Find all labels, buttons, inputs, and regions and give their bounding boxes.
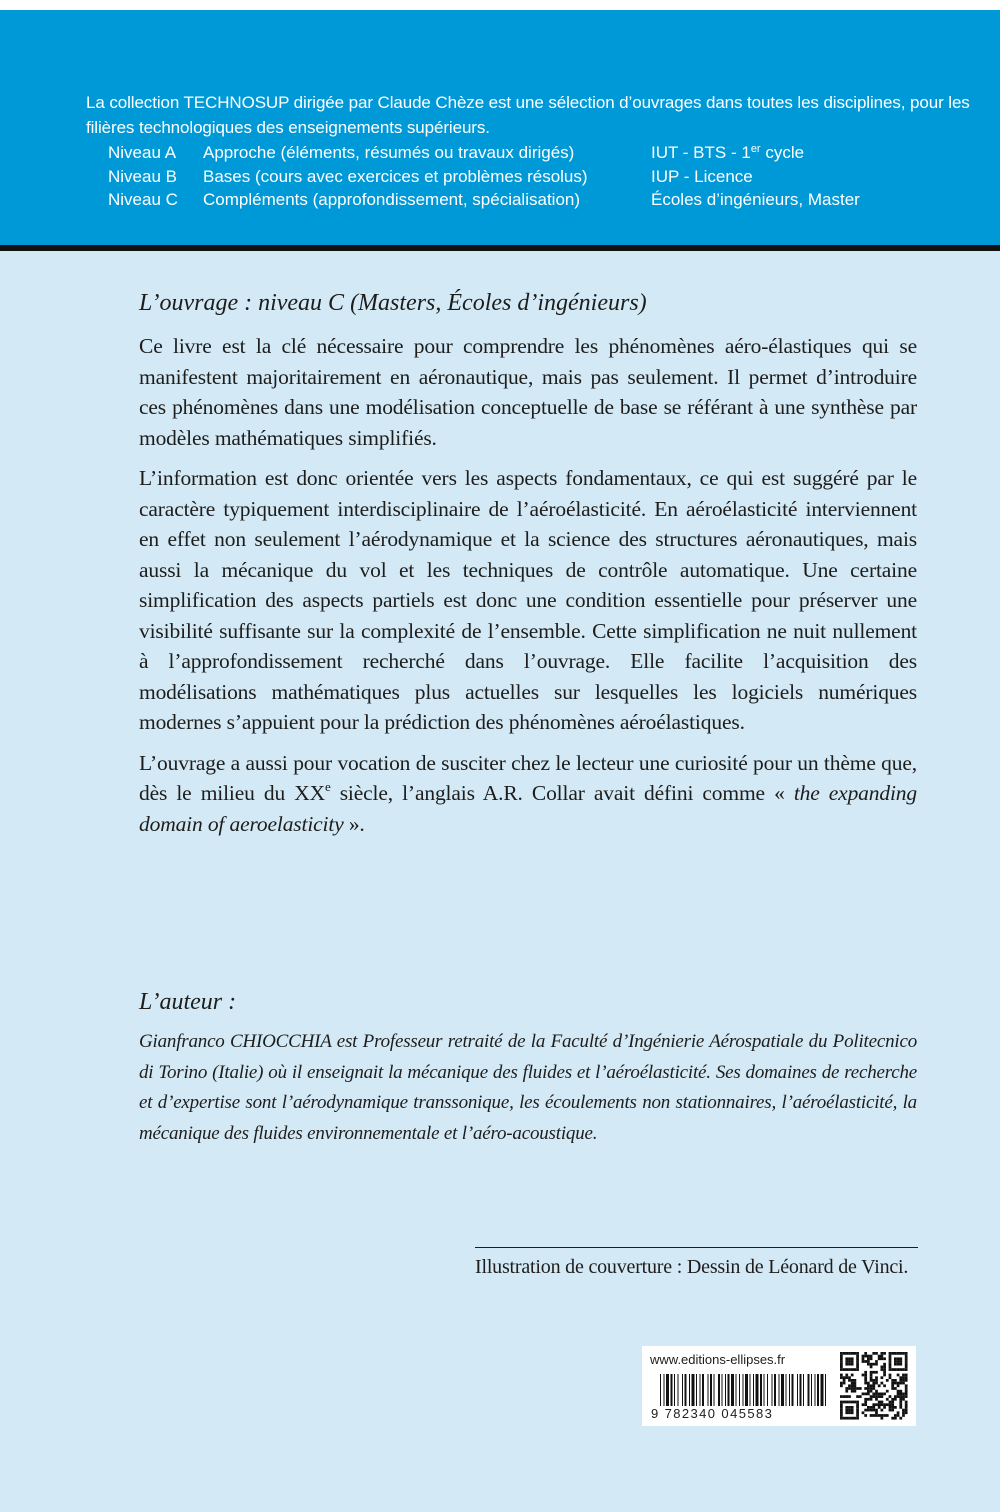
level-row-a — [108, 141, 968, 165]
level-description: Bases (cours avec exercices et problèmes résolus) — [203, 166, 588, 186]
level-target: Écoles d’ingénieurs, Master — [651, 190, 860, 209]
qr-code — [840, 1352, 910, 1420]
collar-quote: the expanding domain of aeroelasticity — [139, 781, 917, 836]
auteur-section — [139, 987, 917, 1149]
level-name: Niveau B — [108, 166, 177, 186]
level-target: IUP - Licence — [651, 166, 753, 186]
level-description: Approche (éléments, résumés ou travaux dirigés) — [203, 143, 575, 162]
ouvrage-heading: L’ouvrage : niveau C (Masters, Écoles d’ingénieurs) — [139, 290, 647, 316]
century-superscript: e — [324, 779, 331, 794]
ordinal-superscript: er — [750, 143, 761, 155]
top-margin — [0, 0, 1000, 10]
ouvrage-section — [139, 288, 917, 839]
ouvrage-paragraph-3: L’ouvrage a aussi pour vocation de susciter chez le lecteur une curiosité pour un thème que, dès le milieu du XXe siècle, l’anglais A.R. Collar avait défini comme « the expanding domain of aeroelasticity ». — [139, 750, 917, 836]
cover-credit: Illustration de couverture : Dessin de Léonard de Vinci. — [475, 1256, 909, 1278]
ouvrage-paragraph-1: Ce livre est la clé nécessaire pour comprendre les phénomènes aéro-élastiques qui se manifestent majoritairement en aéronautique, mais pas seulement. Il permet d’introduire ces phénomènes dans une modélisation conceptuelle de base se référant à une synthèse par modèles mathématiques simplifiés. — [139, 334, 917, 450]
header-divider — [0, 245, 1000, 251]
level-row-b — [108, 165, 968, 189]
isbn-number: 9 782340 045583 — [651, 1406, 774, 1421]
level-row-c — [108, 188, 968, 212]
ouvrage-paragraph-2: L’information est donc orientée vers les aspects fondamentaux, ce qui est suggéré par le caractère typiquement interdisciplinaire de l’aéroélasticité. En aéroélasticité interviennent en effet non seulement l’aérodynamique et la science des structures aéronautiques, mais aussi la mécanique du vol et les techniques de contrôle automatique. Une certaine simplification des aspects partiels est donc une condition essentielle pour préserver une visibilité suffisante sur la complexité de l’ensemble. Cette simplification ne nuit nullement à l’approfondissement recherché dans l’ouvrage. Elle facilite l’acquisition des modélisations mathématiques plus actuelles sur lesquelles les logiciels numériques modernes s’appuient pour la prédiction des phénomènes aéroélastiques. — [139, 466, 917, 734]
collection-intro: La collection TECHNOSUP dirigée par Claude Chèze est une sélection d’ouvrages dans toutes les disciplines, pour les filières technologiques des enseignements supérieurs. — [86, 93, 970, 137]
isbn-barcode — [658, 1374, 828, 1406]
auteur-bio: Gianfranco CHIOCCHIA est Professeur retraité de la Faculté d’Ingénierie Aérospatiale du Politecnico di Torino (Italie) où il enseignait la mécanique des fluides et l’aéroélasticité. Ses domaines de recherche et d’expertise sont l’aérodynamique transsonique, les écoulements non stationnaires, l’aéroélasticité, la mécanique des fluides environnementale et l’aéro-acoustique. — [139, 1031, 917, 1144]
level-name: Niveau C — [108, 190, 178, 209]
auteur-heading: L’auteur : — [139, 989, 237, 1015]
level-description: Compléments (approfondissement, spécialisation) — [203, 190, 581, 209]
level-name: Niveau A — [108, 143, 177, 162]
levels-table — [108, 141, 968, 212]
collection-banner — [0, 10, 1000, 245]
credit-divider — [475, 1247, 918, 1248]
level-target: IUT - BTS - 1er cycle — [651, 143, 805, 162]
publisher-website: www.editions-ellipses.fr — [650, 1352, 786, 1367]
